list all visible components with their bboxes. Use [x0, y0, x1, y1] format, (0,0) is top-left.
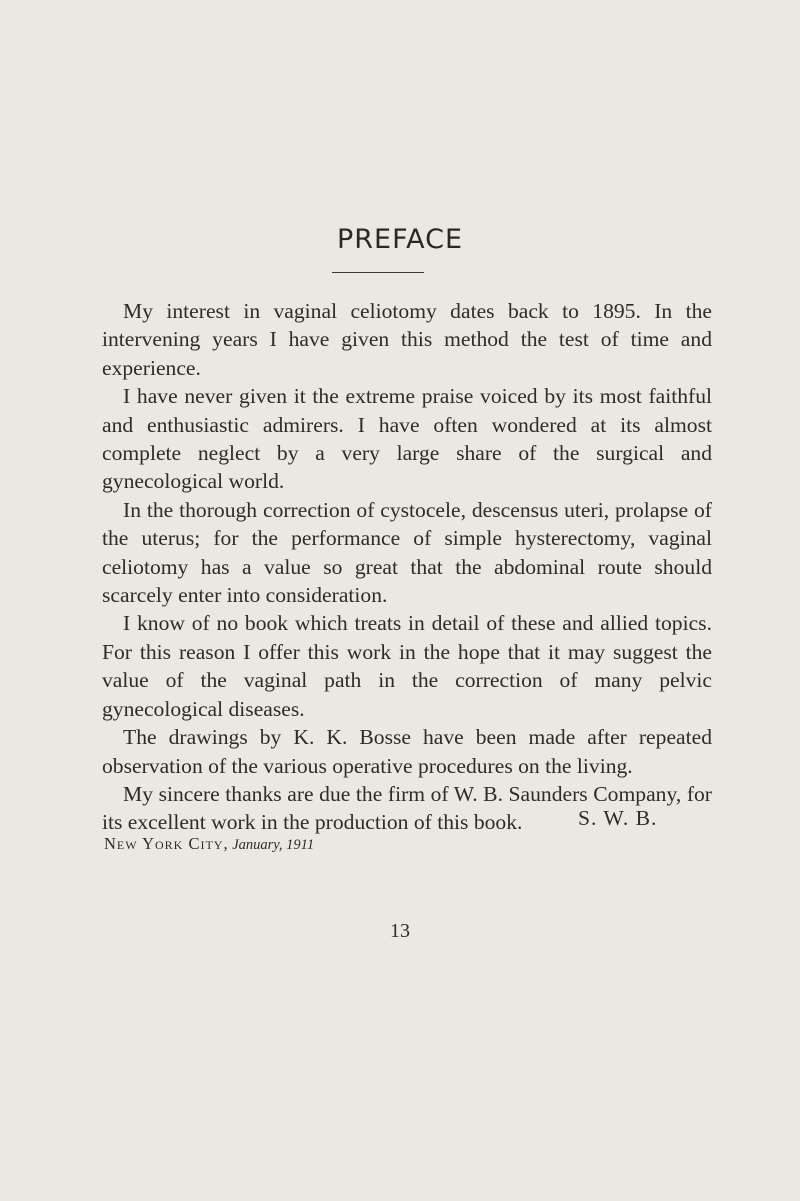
author-signature: S. W. B.: [578, 806, 658, 830]
preface-body: [102, 297, 712, 837]
paragraph: My sincere thanks are due the firm of W. B. Saunders Company, for its excellent work in the production of this book.: [102, 781, 712, 835]
place-date-line: [104, 834, 314, 854]
paragraph: My interest in vaginal celiotomy dates back to 1895. In the intervening years I have given this method the test of time and experience.: [102, 299, 712, 380]
title-rule: [332, 272, 424, 273]
date: January, 1911: [232, 837, 315, 853]
paragraph: The drawings by K. K. Bosse have been made after repeated observation of the various operative procedures on the living.: [102, 725, 712, 778]
page-number: 13: [390, 920, 410, 942]
paragraph: I have never given it the extreme praise voiced by its most faithful and enthusiastic admirers. I have often wondered at its almost complete neglect by a very large share of the surgical and gynecological world.: [102, 384, 712, 494]
paragraph: I know of no book which treats in detail of these and allied topics. For this reason I offer this work in the hope that it may suggest the value of the vaginal path in the correction of many pelvic gynecological diseases.: [102, 611, 712, 721]
paragraph: In the thorough correction of cystocele, descensus uteri, prolapse of the uterus; for the performance of simple hysterectomy, vaginal celiotomy has a value so great that the abdominal route should scarcely enter into consideration.: [102, 497, 712, 608]
place: New York City,: [104, 834, 229, 853]
page-title: PREFACE: [336, 224, 464, 255]
